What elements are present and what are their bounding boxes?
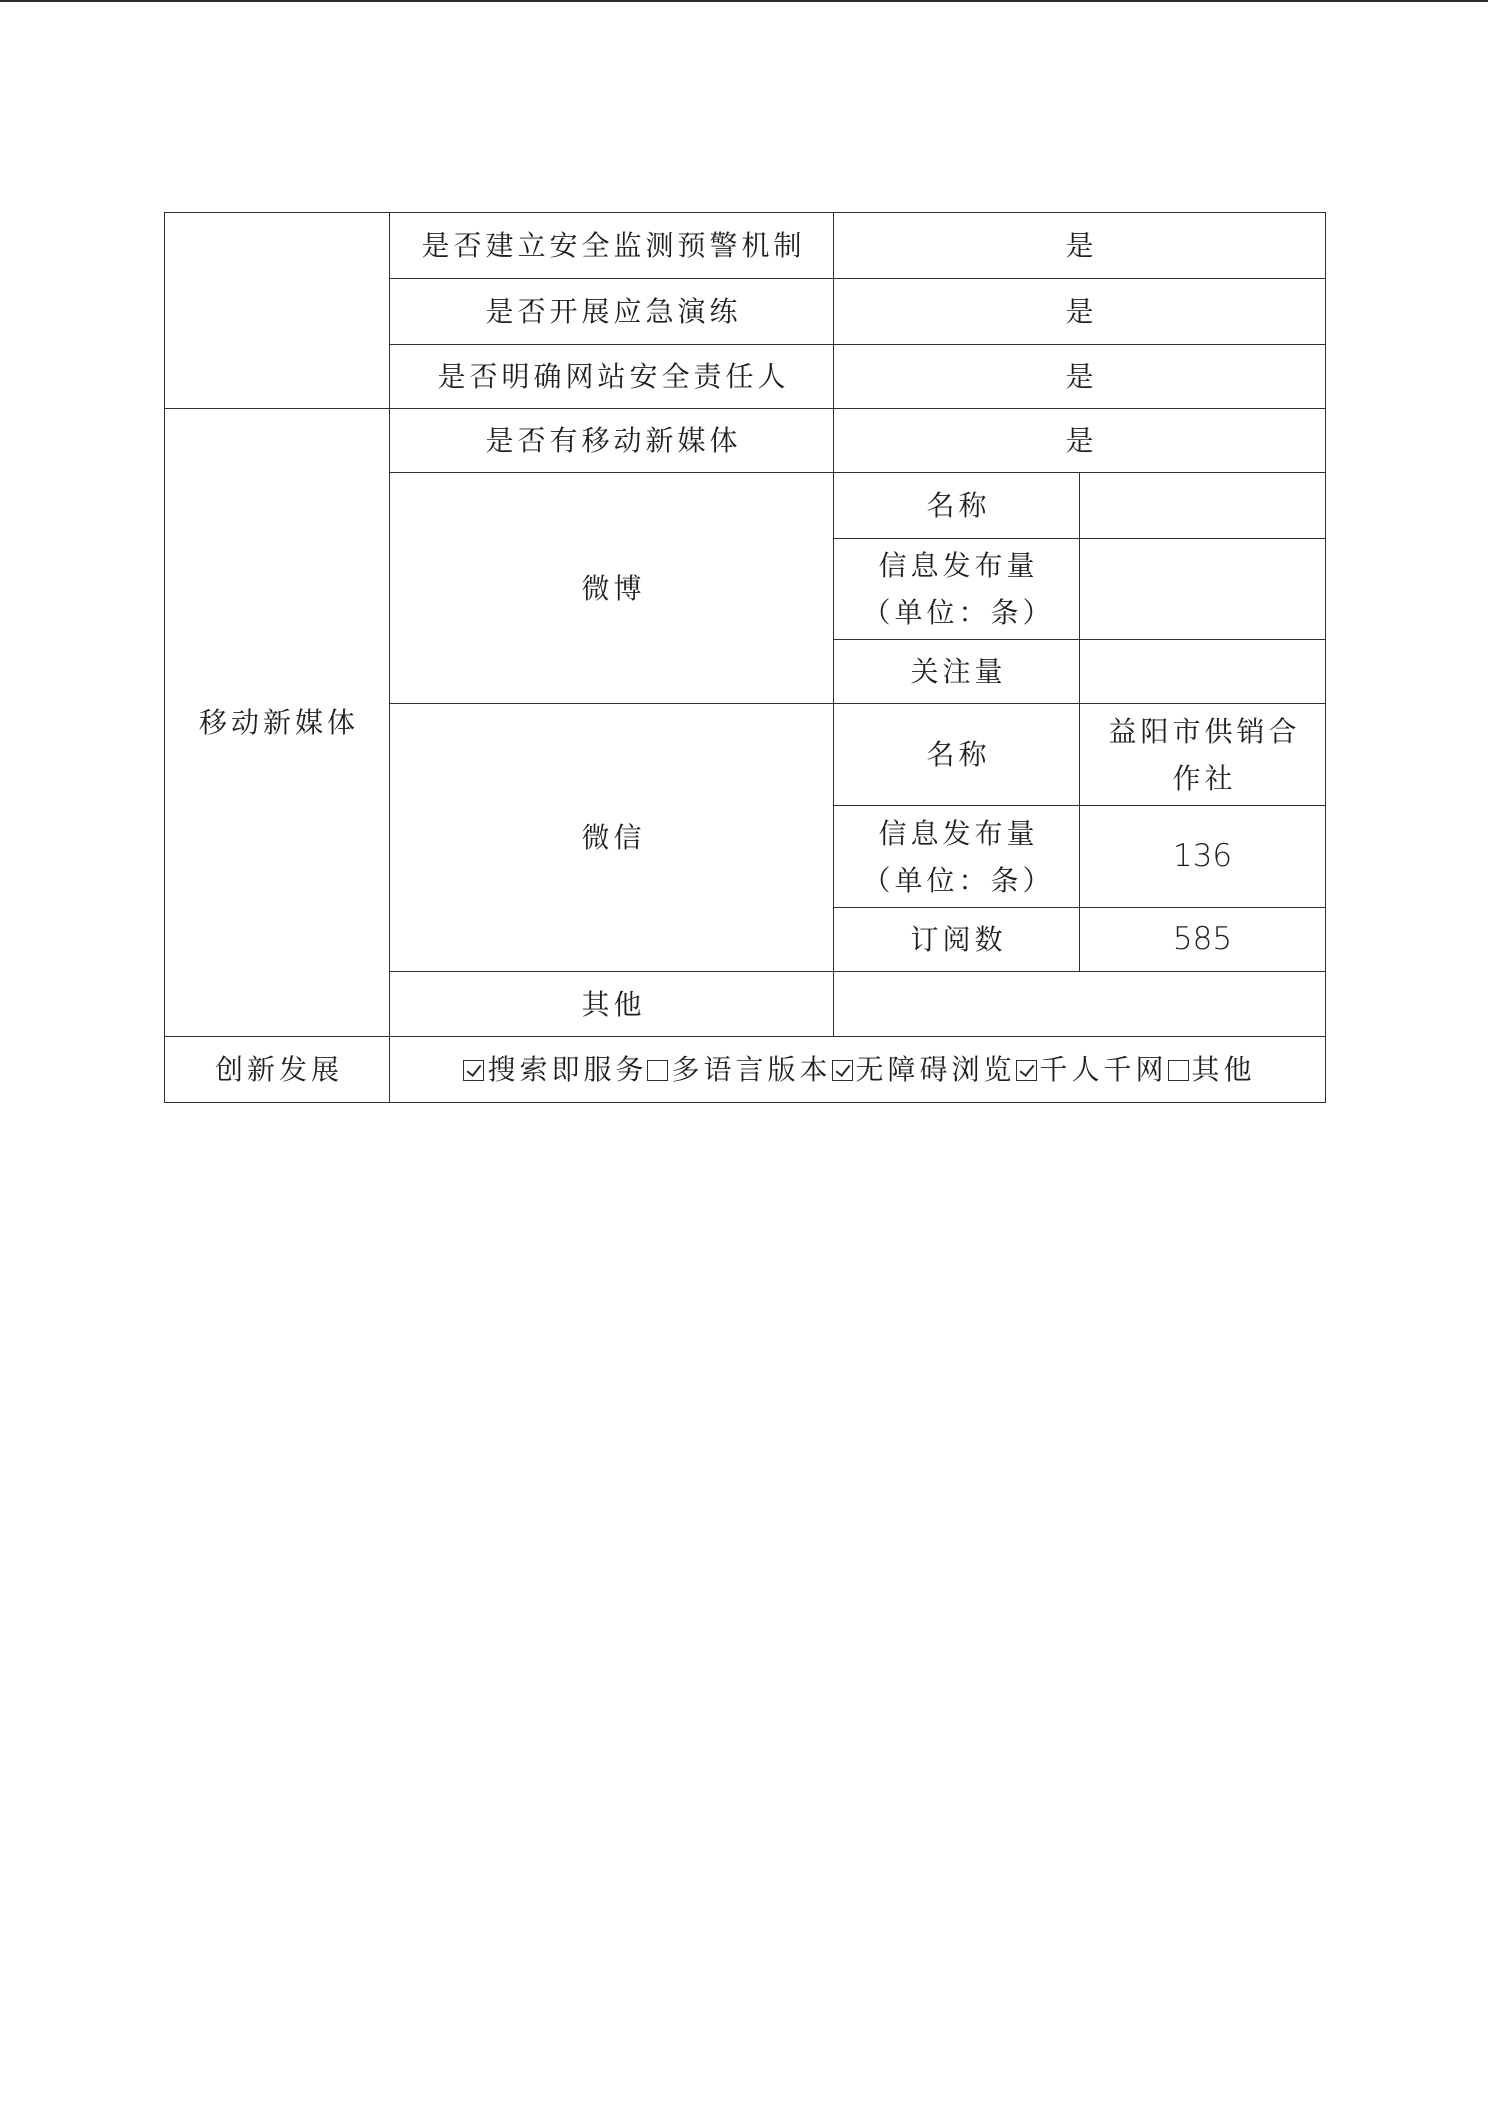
wechat-name-label: 名称 xyxy=(834,704,1080,806)
security-monitoring-value: 是 xyxy=(834,213,1326,279)
security-monitoring-label: 是否建立安全监测预警机制 xyxy=(390,213,834,279)
innovation-option xyxy=(1016,1053,1168,1086)
report-table xyxy=(164,212,1326,1103)
weibo-posts-label-line1: 信息发布量 xyxy=(878,549,1039,582)
other-media-value xyxy=(834,972,1326,1037)
wechat-label: 微信 xyxy=(390,704,834,972)
other-media-label: 其他 xyxy=(390,972,834,1037)
weibo-name-label: 名称 xyxy=(834,473,1080,539)
wechat-subscribers-label: 订阅数 xyxy=(834,908,1080,972)
security-section-cell xyxy=(165,213,390,409)
checkbox-icon xyxy=(647,1060,668,1081)
checkbox-icon xyxy=(463,1060,484,1081)
innovation-option-label: 其他 xyxy=(1191,1053,1256,1086)
innovation-option-label: 多语言版本 xyxy=(671,1053,832,1086)
wechat-posts-label-line2: （单位：条） xyxy=(862,863,1055,897)
weibo-posts-value xyxy=(1080,539,1326,640)
wechat-name-value: 益阳市供销合作社 xyxy=(1080,704,1326,806)
page-top-border xyxy=(0,0,1488,2)
emergency-drill-label: 是否开展应急演练 xyxy=(390,279,834,345)
mobile-media-section-label: 移动新媒体 xyxy=(165,409,390,1037)
table-row xyxy=(165,1037,1326,1103)
innovation-option xyxy=(1168,1053,1256,1086)
weibo-posts-label xyxy=(834,539,1080,640)
weibo-followers-label: 关注量 xyxy=(834,640,1080,704)
innovation-options xyxy=(390,1037,1326,1103)
wechat-posts-value: 136 xyxy=(1080,806,1326,908)
weibo-name-value xyxy=(1080,473,1326,539)
innovation-option-label: 无障碍浏览 xyxy=(855,1053,1016,1086)
checkbox-icon xyxy=(1016,1060,1037,1081)
weibo-followers-value xyxy=(1080,640,1326,704)
innovation-label: 创新发展 xyxy=(165,1037,390,1103)
weibo-label: 微博 xyxy=(390,473,834,704)
innovation-option-label: 千人千网 xyxy=(1039,1053,1168,1086)
has-mobile-media-label: 是否有移动新媒体 xyxy=(390,409,834,473)
wechat-posts-label xyxy=(834,806,1080,908)
emergency-drill-value: 是 xyxy=(834,279,1326,345)
weibo-posts-label-line2: （单位：条） xyxy=(862,596,1055,629)
wechat-posts-label-line1: 信息发布量 xyxy=(878,816,1039,850)
has-mobile-media-value: 是 xyxy=(834,409,1326,473)
security-officer-value: 是 xyxy=(834,345,1326,409)
innovation-option-label: 搜索即服务 xyxy=(487,1053,648,1086)
wechat-subscribers-value: 585 xyxy=(1080,908,1326,972)
table-row xyxy=(165,409,1326,473)
checkbox-icon xyxy=(1168,1060,1189,1081)
table-row xyxy=(165,213,1326,279)
innovation-option xyxy=(463,1053,647,1086)
security-officer-label: 是否明确网站安全责任人 xyxy=(390,345,834,409)
innovation-option xyxy=(647,1053,831,1086)
checkbox-icon xyxy=(832,1060,853,1081)
innovation-option xyxy=(832,1053,1016,1086)
